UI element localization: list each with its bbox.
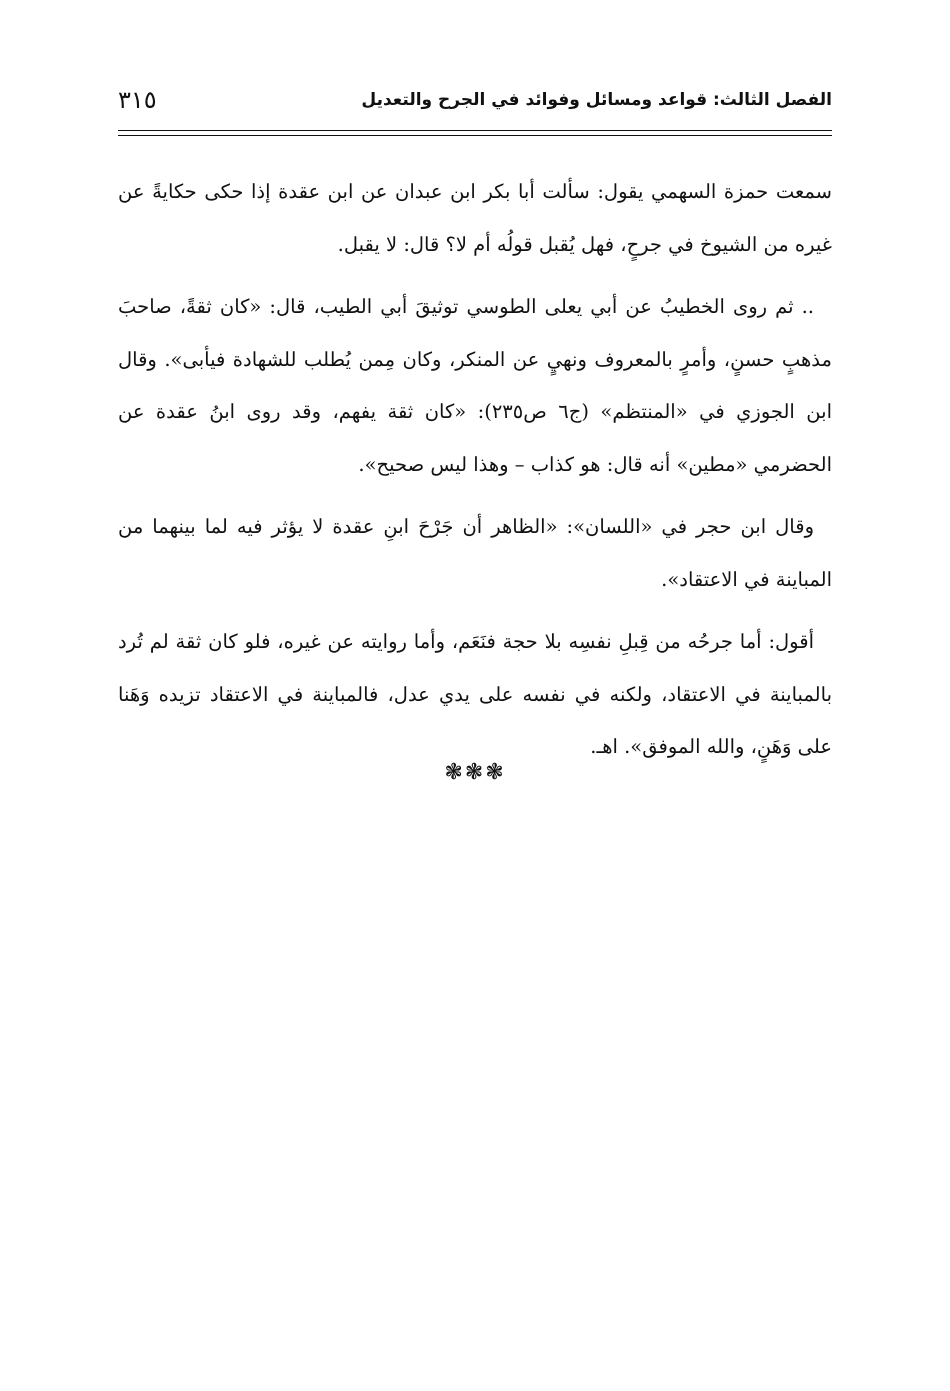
section-separator: ❃❃❃ [444,760,506,785]
header-rule-bottom [118,135,832,136]
header-rule-top [118,130,832,131]
running-title: الفصل الثالث: قواعد ومسائل وفوائد في الجرح والتعديل [361,90,832,110]
body-text [118,166,832,784]
paragraph-4: أقول: أما جرحُه من قِبلِ نفسِه بلا حجة فنَعَم، وأما روايته عن غيره، فلو كان ثقة لم تُرد بالمباينة في الاعتقاد، ولكنه في نفسه على يدي عدل، فالمباينة في الاعتقاد تزيده وَهَنا على وَهَنٍ، والله الموفق». اهـ. [118,630,832,758]
page-number: ٣١٥ [118,86,157,114]
paragraph-1: سمعت حمزة السهمي يقول: سألت أبا بكر ابن عبدان عن ابن عقدة إذا حكى حكايةً عن غيره من الشيوخ في جرحٍ، فهل يُقبل قولُه أم لا؟ قال: لا يقبل. [118,180,832,256]
page-header [118,84,832,124]
paragraph-2: .. ثم روى الخطيبُ عن أبي يعلى الطوسي توثيقَ أبي الطيب، قال: «كان ثقةً، صاحبَ مذهبٍ حسنٍ، وأمرٍ بالمعروف ونهيٍ عن المنكر، وكان مِمن يُطلب للشهادة فيأبى». وقال ابن الجوزي في «المنتظم» (ج٦ ص٢٣٥): «كان ثقة يفهم، وقد روى ابنُ عقدة عن الحضرمي «مطين» أنه قال: هو كذاب – وهذا ليس صحيح». [118,295,832,476]
paragraph-3: وقال ابن حجر في «اللسان»: «الظاهر أن جَرْحَ ابنِ عقدة لا يؤثر فيه لما بينهما من المباينة في الاعتقاد». [118,515,832,591]
